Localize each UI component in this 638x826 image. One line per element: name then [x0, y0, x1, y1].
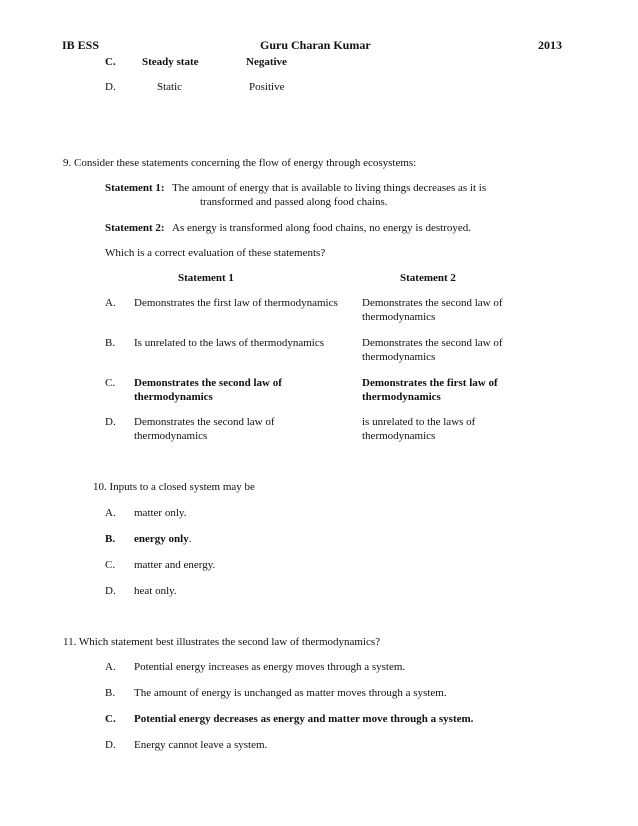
q9-col2-header: Statement 2: [400, 272, 456, 284]
prev-option-c-letter: C.: [105, 56, 116, 68]
q11-prompt: 11. Which statement best illustrates the second law of thermodynamics?: [63, 636, 381, 648]
q11-option-a-text: Potential energy increases as energy moves through a system.: [134, 661, 406, 673]
q10-option-d-letter: D.: [105, 585, 116, 597]
prev-option-d-letter: D.: [105, 81, 116, 93]
prev-option-c-col1: Steady state: [142, 56, 199, 68]
q9-question: Which is a correct evaluation of these statements?: [105, 247, 326, 259]
prev-option-d-col2: Positive: [249, 81, 285, 93]
q9-option-letter: C.: [105, 377, 116, 389]
prev-option-d-col1: Static: [157, 81, 183, 93]
q11-option-d-letter: D.: [105, 739, 116, 751]
q10-option-d-text: heat only.: [134, 585, 177, 597]
q9-option-s2-line1: Demonstrates the second law of: [362, 337, 503, 349]
q10-option-c-text: matter and energy.: [134, 559, 216, 571]
q10-option-b: [134, 533, 191, 546]
q10-prompt: 10. Inputs to a closed system may be: [93, 481, 255, 493]
q9-col1-header: Statement 1: [178, 272, 234, 284]
q9-statement1-label: Statement 1:: [105, 182, 165, 194]
q10-option-a-text: matter only.: [134, 507, 187, 519]
header-author: Guru Charan Kumar: [260, 38, 371, 52]
q10-option-b-text: energy only: [134, 533, 189, 545]
header-year: 2013: [538, 38, 562, 52]
q11-option-d-text: Energy cannot leave a system.: [134, 739, 268, 751]
q9-option-letter: B.: [105, 337, 116, 349]
q9-option-s2-line1: is unrelated to the laws of: [362, 416, 476, 428]
q10-option-b-suffix: .: [188, 533, 192, 545]
q10-option-c-letter: C.: [105, 559, 116, 571]
q11-option-a-letter: A.: [105, 661, 116, 673]
q9-option-s1-line2: thermodynamics: [134, 430, 208, 442]
q9-statement2-text: As energy is transformed along food chains, no energy is destroyed.: [172, 222, 471, 234]
q9-statement1-line1: The amount of energy that is available to living things decreases as it is: [172, 182, 487, 194]
q9-statement1-line2: transformed and passed along food chains.: [200, 196, 388, 208]
q9-prompt: 9. Consider these statements concerning the flow of energy through ecosystems:: [63, 157, 417, 169]
q11-option-b-text: The amount of energy is unchanged as matter moves through a system.: [134, 687, 447, 699]
prev-option-c-col2: Negative: [246, 56, 287, 68]
q10-option-a-letter: A.: [105, 507, 116, 519]
q9-option-letter: A.: [105, 297, 116, 309]
q9-option-s1-line1: Demonstrates the second law of: [134, 416, 275, 428]
q11-option-c-letter: C.: [105, 713, 116, 725]
q9-option-s2-line2: thermodynamics: [362, 391, 441, 403]
q10-option-b-letter: B.: [105, 533, 116, 545]
q9-option-s1: Is unrelated to the laws of thermodynamics: [134, 337, 325, 349]
header-course: IB ESS: [62, 38, 100, 52]
q9-option-s1-line2: thermodynamics: [134, 391, 213, 403]
q11-option-c-text: Potential energy decreases as energy and matter move through a system.: [134, 713, 474, 725]
q9-option-s1: Demonstrates the first law of thermodynamics: [134, 297, 338, 309]
q9-option-s2-line2: thermodynamics: [362, 351, 436, 363]
q9-option-s2-line1: Demonstrates the second law of: [362, 297, 503, 309]
q9-option-s2-line2: thermodynamics: [362, 430, 436, 442]
q11-option-b-letter: B.: [105, 687, 116, 699]
q9-option-s2-line1: Demonstrates the first law of: [362, 377, 498, 389]
q9-option-letter: D.: [105, 416, 116, 428]
q9-option-s2-line2: thermodynamics: [362, 311, 436, 323]
q9-statement2-label: Statement 2:: [105, 222, 165, 234]
q9-option-s1-line1: Demonstrates the second law of: [134, 377, 282, 389]
